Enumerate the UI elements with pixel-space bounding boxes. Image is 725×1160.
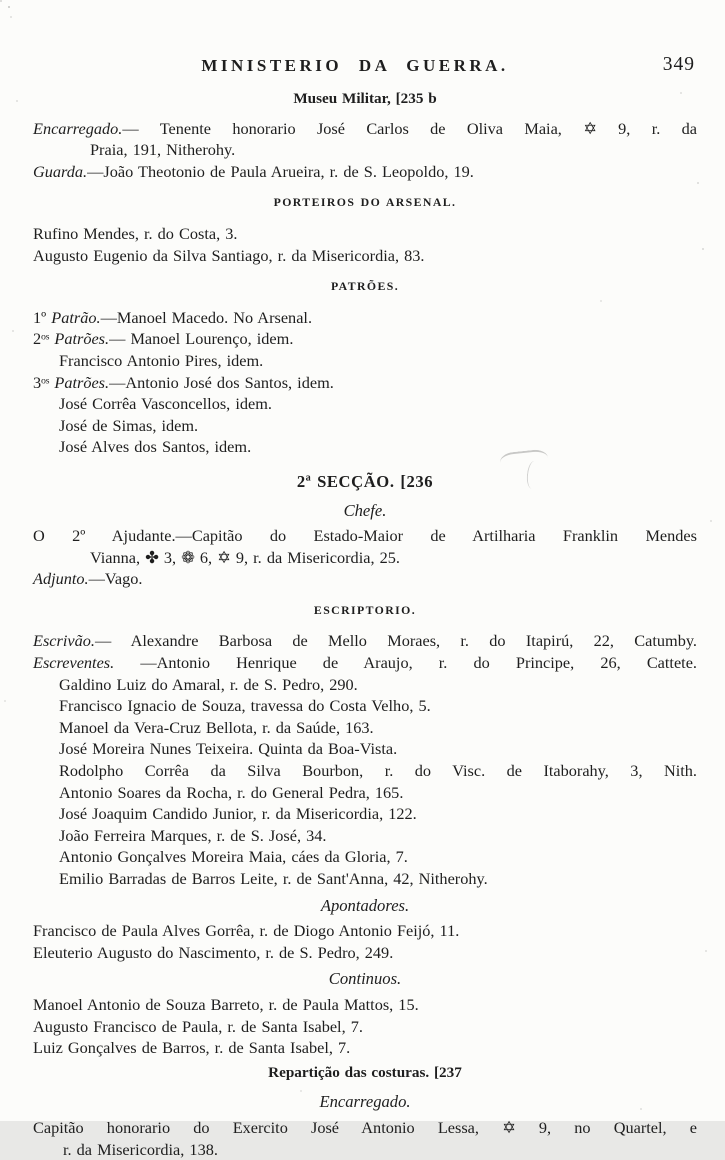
entry-text: Francisco de Paula Alves Gorrêa, r. de Diogo Antonio Feijó, 11. [33,921,460,941]
role-heading [33,500,697,522]
entry-text: —Vago. [88,569,143,589]
entry-text: Galdino Luiz do Amaral, r. de S. Pedro, 290. [59,674,358,694]
directory-entry-line [33,942,697,964]
entry-text: r. da Misericordia, 138. [63,1139,218,1159]
directory-entry-line [33,547,697,569]
role-heading [33,895,697,917]
directory-entry-line [33,652,697,674]
entry-text: José Corrêa Vasconcellos, idem. [59,394,272,414]
directory-entry-line [33,803,697,825]
directory-entry-line [33,436,697,458]
entry-text: Manoel Antonio de Souza Barreto, r. de Paula Mattos, 15. [33,994,419,1014]
role-heading [33,968,697,990]
directory-entry-line [33,630,697,652]
entry-text: Continuos. [328,969,402,989]
entry-text: — Tenente honorario José Carlos de Oliva Maia, ✡ 9, r. da [122,118,697,138]
entry-text: Francisco Antonio Pires, idem. [59,350,264,370]
directory-entry-line [33,717,697,739]
directory-entry-line [33,118,697,140]
directory-entry-line [33,307,697,329]
entry-text: Capitão honorario do Exercito José Antonio Lessa, ✡ 9, no Quartel, e [33,1117,697,1137]
entry-text: 2ª SECÇÃO. [236 [296,471,434,491]
entry-text: PORTEIROS DO ARSENAL. [273,195,457,210]
directory-entry-line [33,1139,697,1160]
entry-text: Vianna, ✤ 3, ❁ 6, ✡ 9, r. da Misericordia, 25. [90,547,400,567]
entry-text: ESCRIPTORIO. [313,602,417,617]
entry-text: —João Theotonio de Paula Arueira, r. de S. Leopoldo, 19. [87,161,474,181]
entry-text: Emilio Barradas de Barros Leite, r. de Sant'Anna, 42, Nitherohy. [59,869,488,888]
entry-role-label: Adjunto. [33,569,89,589]
document-body [33,88,697,1160]
entry-text: Augusto Eugenio da Silva Santiago, r. da Misericordia, 83. [33,245,425,265]
entry-text: Rufino Mendes, r. do Costa, 3. [33,223,238,243]
directory-entry-line [33,161,697,183]
entry-text: Praia, 191, Nitherohy. [90,140,236,160]
page-number: 349 [662,54,695,75]
entry-text: Antonio Soares da Rocha, r. do General Pedra, 165. [59,782,404,802]
entry-text: Luiz Gonçalves de Barros, r. de Santa Isabel, 7. [33,1038,351,1058]
subsection-heading [33,600,697,622]
entry-text: — Alexandre Barbosa de Mello Moraes, r. do Itapirú, 22, Catumby. [94,631,697,651]
directory-entry-line [33,674,697,696]
role-heading [33,1091,697,1113]
entry-text: —Manoel Macedo. No Arsenal. [100,307,313,327]
entry-text: José Moreira Nunes Teixeira. Quinta da Boa-Vista. [59,739,398,759]
entry-text: Apontadores. [320,895,410,915]
entry-text: Eleuterio Augusto do Nascimento, r. de S. Pedro, 249. [33,942,394,962]
directory-entry-line [33,920,697,942]
directory-entry-line [33,1037,697,1059]
subtitle-heading [33,88,697,110]
entry-text: Chefe. [343,500,387,520]
subsection-heading [33,192,697,214]
directory-entry-line [33,868,697,890]
directory-entry-line [33,350,697,372]
directory-entry-line [33,994,697,1016]
entry-text: Francisco Ignacio de Souza, travessa do Costa Velho, 5. [59,696,431,716]
entry-ordinal: 3ᵒˢ [33,372,55,392]
directory-entry-line [33,525,697,547]
entry-text: —Antonio Henrique de Araujo, r. do Principe, 26, Cattete. [114,653,697,673]
entry-ordinal: 1º [33,307,52,327]
directory-entry-line [33,223,697,245]
entry-text: Manoel da Vera-Cruz Bellota, r. da Saúde, 163. [59,717,374,737]
directory-entry-line [33,846,697,868]
entry-role-label: Patrão. [51,307,101,327]
entry-role-label: Guarda. [33,161,88,181]
entry-text: Rodolpho Corrêa da Silva Bourbon, r. do Visc. de Itaborahy, 3, Nith. [59,761,697,781]
entry-text: João Ferreira Marques, r. de S. José, 34. [59,825,327,845]
directory-entry-line [33,568,697,590]
entry-text: Repartição das costuras. [237 [268,1063,462,1081]
directory-entry-line [33,415,697,437]
entry-text: Museu Militar, [235 b [293,90,437,107]
entry-text: José Joaquim Candido Junior, r. da Misericordia, 122. [59,804,417,824]
directory-entry-line [33,393,697,415]
entry-role-label: Escreventes. [33,653,115,673]
directory-entry-line [33,760,697,782]
page-title: MINISTERIO DA GUERRA. [201,56,509,75]
entry-text: PATRÕES. [330,279,400,294]
subtitle-heading [33,1062,697,1084]
directory-entry-line [33,1117,697,1139]
directory-entry-line [33,695,697,717]
directory-entry-line [33,372,697,394]
directory-entry-line [33,825,697,847]
entry-role-label: Encarregado. [33,118,123,138]
directory-entry-line [33,139,697,161]
entry-text: Augusto Francisco de Paula, r. de Santa Isabel, 7. [33,1016,363,1036]
directory-entry-line [33,738,697,760]
entry-ordinal: 2ᵒˢ [33,329,55,349]
entry-text: Encarregado. [319,1092,411,1112]
section-heading [33,471,697,493]
directory-entry-line [33,328,697,350]
directory-entry-line [33,782,697,804]
subsection-heading [33,276,697,298]
entry-text: José Alves dos Santos, idem. [59,437,252,457]
entry-text: — Manoel Lourenço, idem. [109,329,294,349]
entry-role-label: Patrões. [54,372,110,392]
entry-text: Antonio Gonçalves Moreira Maia, cáes da Gloria, 7. [59,847,408,867]
entry-role-label: Escrivão. [33,631,95,651]
directory-entry-line [33,1016,697,1038]
directory-entry-line [33,245,697,267]
entry-text: O 2º Ajudante.—Capitão do Estado-Maior de Artilharia Franklin Mendes [33,526,697,546]
entry-text: José de Simas, idem. [59,415,199,435]
entry-role-label: Patrões. [54,329,110,349]
entry-text: —Antonio José dos Santos, idem. [109,372,334,392]
